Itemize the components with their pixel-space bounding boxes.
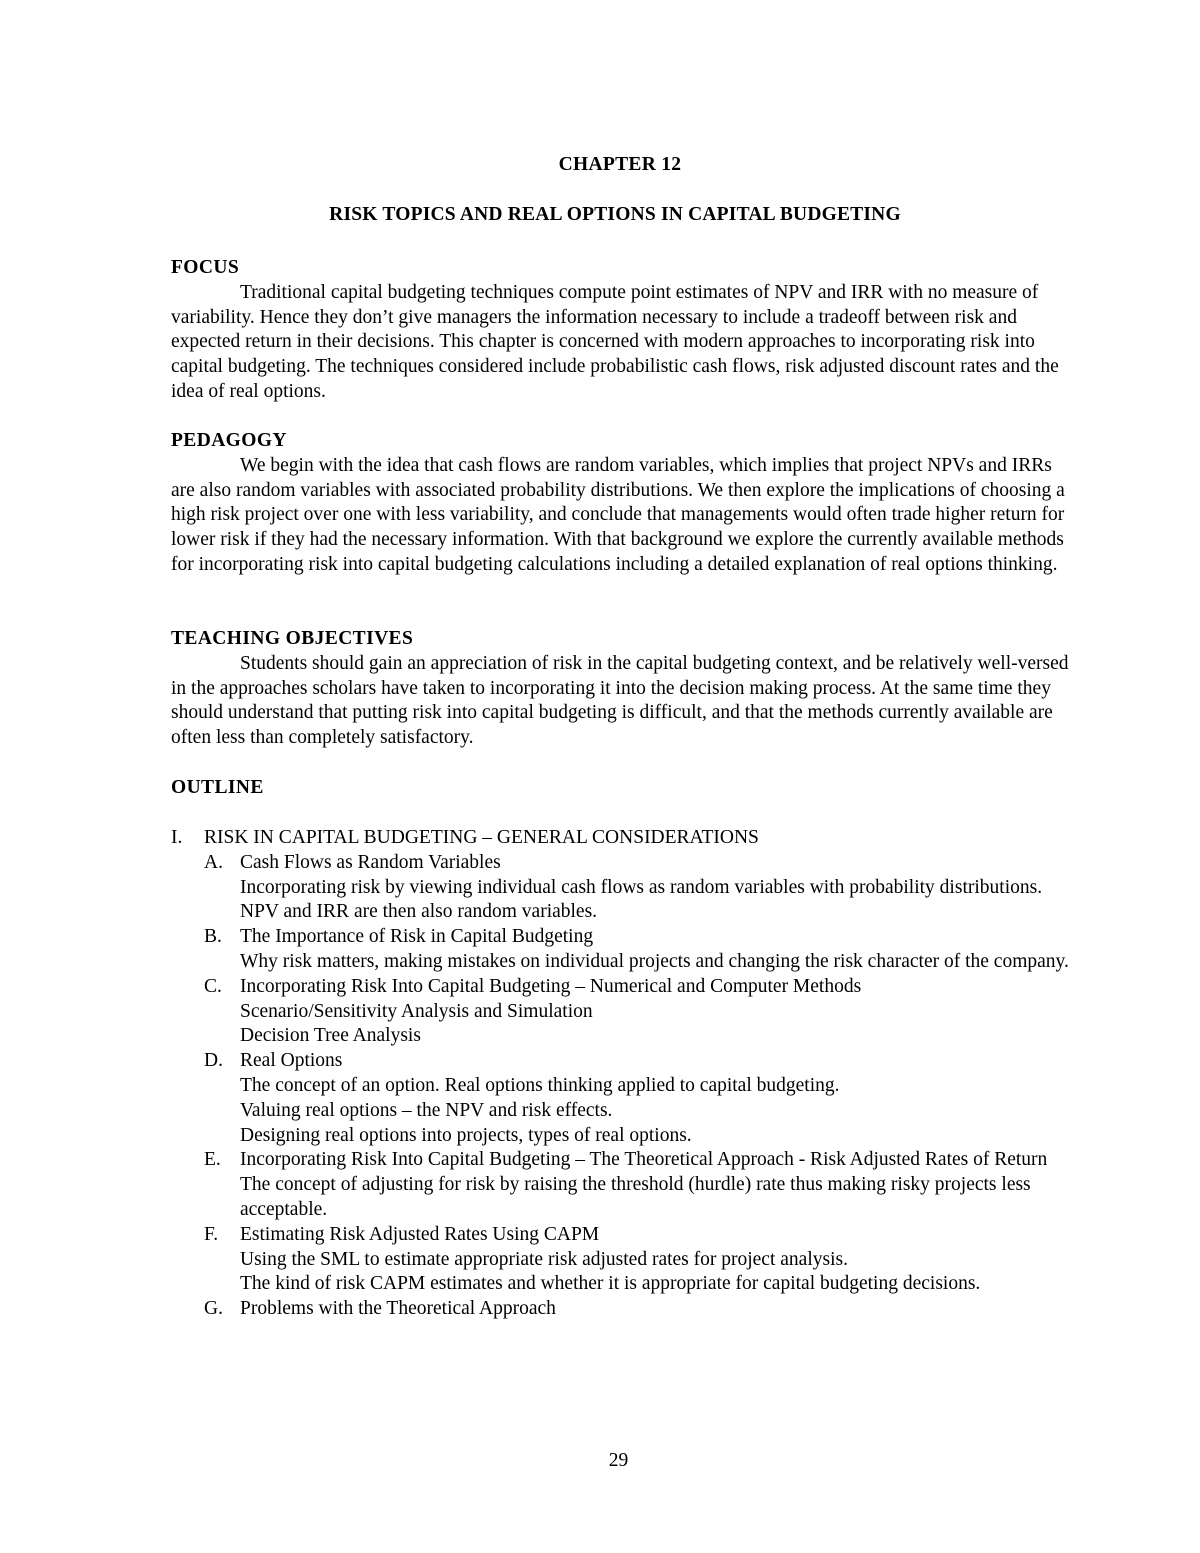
outline-item-title: Problems with the Theoretical Approach [240,1298,556,1320]
outline-item-title: Incorporating Risk Into Capital Budgeting – Numerical and Computer Methods [240,975,862,997]
pedagogy-body: We begin with the idea that cash flows are random variables, which implies that project NPVs and IRRs are also random variables with associated probability distributions. We then explore the implications of choosing a high risk project over one with less variability, and conclude that managements would often trade higher return for lower risk if they had the necessary information. With that background we explore the currently available methods for incorporating risk into capital budgeting calculations including a detailed explanation of real options thinking. [171,454,1065,575]
outline-item-marker: E. [204,1149,221,1171]
outline-section-marker: I. [171,827,183,848]
outline-item-title: The Importance of Risk in Capital Budgeting [240,926,594,948]
outline-item-marker: F. [204,1223,219,1245]
outline-item-line: Using the SML to estimate appropriate risk adjusted rates for project analysis. [240,1248,848,1270]
outline-item-line: The concept of an option. Real options thinking applied to capital budgeting. [240,1074,840,1096]
outline-item-line: Why risk matters, making mistakes on individual projects and changing the risk character of the company. [240,950,1069,972]
outline-item-marker: C. [204,975,222,997]
focus-section [171,256,1071,405]
outline-item [204,1148,1071,1222]
outline-item-title: Real Options [240,1050,343,1072]
outline-item-marker: D. [204,1050,223,1072]
focus-body: Traditional capital budgeting techniques compute point estimates of NPV and IRR with no measure of variability. Hence they don’t give managers the information necessary to include a tradeoff between risk and expected return in their decisions. This chapter is concerned with modern approaches to incorporating risk into capital budgeting. The techniques considered include probabilistic cash flows, risk adjusted discount rates and the idea of real options. [171,281,1059,402]
outline-item-marker: A. [204,851,223,873]
pedagogy-section [171,429,1071,578]
outline-section-title: RISK IN CAPITAL BUDGETING – GENERAL CONSIDERATIONS [204,827,759,848]
chapter-title: RISK TOPICS AND REAL OPTIONS IN CAPITAL BUDGETING [329,204,901,225]
outline-item [204,975,1071,1049]
teaching-objectives-heading: TEACHING OBJECTIVES [171,628,414,649]
outline-item-title: Incorporating Risk Into Capital Budgeting – The Theoretical Approach - Risk Adjusted Rates of Return [240,1149,1048,1171]
outline-item-title: Estimating Risk Adjusted Rates Using CAPM [240,1223,600,1245]
outline-item-line: The kind of risk CAPM estimates and whether it is appropriate for capital budgeting decisions. [240,1273,981,1295]
outline-item [204,925,1071,975]
outline-item-line: Incorporating risk by viewing individual cash flows as random variables with probability distributions. [240,876,1043,898]
page-number: 29 [608,1450,629,1471]
pedagogy-heading: PEDAGOGY [171,430,287,451]
focus-heading: FOCUS [171,257,240,278]
outline-item-line: NPV and IRR are then also random variables. [240,901,598,923]
outline-heading-block [171,776,1071,801]
outline-item-line: Decision Tree Analysis [240,1025,421,1047]
outline-heading: OUTLINE [171,777,264,798]
outline-item-line: Scenario/Sensitivity Analysis and Simulation [240,1000,593,1022]
outline-item [204,1223,1071,1297]
outline-item [204,1049,1071,1148]
outline-item-marker: G. [204,1298,223,1320]
outline-item-line: The concept of adjusting for risk by raising the threshold (hurdle) rate thus making risky projects less acceptable. [240,1174,1031,1220]
outline-item-line: Valuing real options – the NPV and risk effects. [240,1099,613,1121]
outline-list [171,826,1071,1322]
teaching-objectives-body: Students should gain an appreciation of risk in the capital budgeting context, and be relatively well-versed in the approaches scholars have taken to incorporating it into the decision making process. At the same time they should understand that putting risk into capital budgeting is difficult, and that the methods currently available are often less than completely satisfactory. [171,652,1069,749]
outline-item [204,1297,1071,1322]
outline-section [171,826,1071,1322]
teaching-objectives-section [171,627,1071,751]
chapter-label: CHAPTER 12 [558,154,682,175]
outline-item-marker: B. [204,926,222,948]
outline-item [204,851,1071,925]
outline-item-line: Designing real options into projects, types of real options. [240,1124,692,1146]
outline-item-title: Cash Flows as Random Variables [240,851,501,873]
